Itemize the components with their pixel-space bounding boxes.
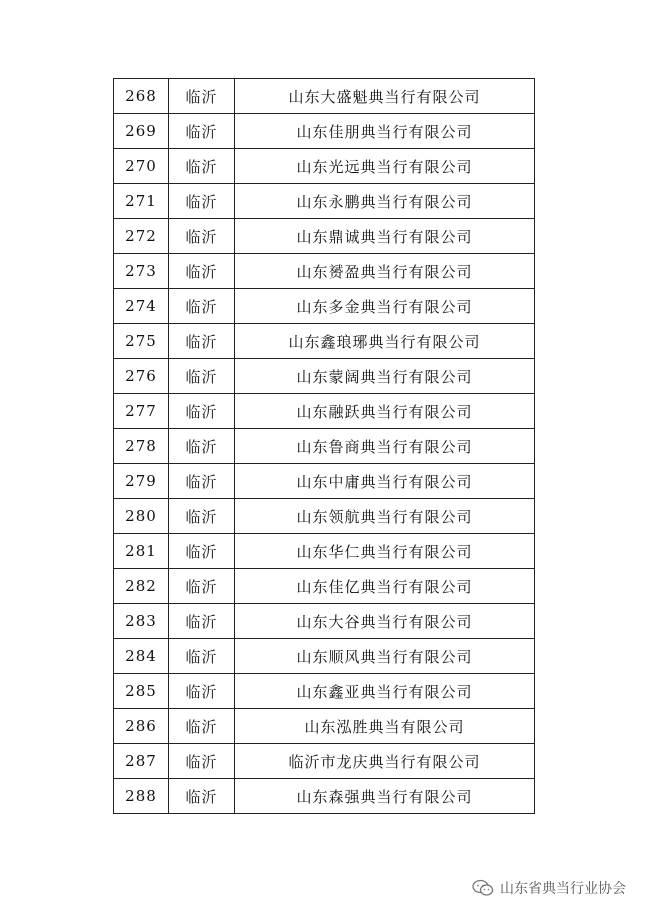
row-company-name: 山东永鹏典当行有限公司 bbox=[235, 184, 535, 219]
table-row bbox=[114, 79, 535, 114]
row-number: 276 bbox=[114, 359, 169, 394]
table-row bbox=[114, 184, 535, 219]
row-company-name: 山东鑫琅琊典当行有限公司 bbox=[235, 324, 535, 359]
row-company-name: 临沂市龙庆典当行有限公司 bbox=[235, 744, 535, 779]
row-city: 临沂 bbox=[169, 324, 235, 359]
watermark bbox=[472, 877, 626, 899]
row-city: 临沂 bbox=[169, 394, 235, 429]
table-row bbox=[114, 569, 535, 604]
table-row bbox=[114, 289, 535, 324]
row-number: 270 bbox=[114, 149, 169, 184]
row-company-name: 山东泓胜典当有限公司 bbox=[235, 709, 535, 744]
table-row bbox=[114, 464, 535, 499]
row-company-name: 山东顺风典当行有限公司 bbox=[235, 639, 535, 674]
row-city: 临沂 bbox=[169, 639, 235, 674]
table-row bbox=[114, 499, 535, 534]
table-row bbox=[114, 149, 535, 184]
table-row bbox=[114, 359, 535, 394]
row-city: 临沂 bbox=[169, 464, 235, 499]
row-company-name: 山东蒙阔典当行有限公司 bbox=[235, 359, 535, 394]
row-city: 临沂 bbox=[169, 114, 235, 149]
row-company-name: 山东华仁典当行有限公司 bbox=[235, 534, 535, 569]
row-number: 287 bbox=[114, 744, 169, 779]
row-city: 临沂 bbox=[169, 534, 235, 569]
row-company-name: 山东鲁商典当行有限公司 bbox=[235, 429, 535, 464]
row-number: 285 bbox=[114, 674, 169, 709]
row-city: 临沂 bbox=[169, 709, 235, 744]
table-row bbox=[114, 779, 535, 814]
row-company-name: 山东佳亿典当行有限公司 bbox=[235, 569, 535, 604]
row-number: 288 bbox=[114, 779, 169, 814]
row-city: 临沂 bbox=[169, 254, 235, 289]
row-company-name: 山东鑫亚典当行有限公司 bbox=[235, 674, 535, 709]
row-city: 临沂 bbox=[169, 79, 235, 114]
row-company-name: 山东大盛魁典当行有限公司 bbox=[235, 79, 535, 114]
row-city: 临沂 bbox=[169, 674, 235, 709]
row-city: 临沂 bbox=[169, 569, 235, 604]
row-number: 279 bbox=[114, 464, 169, 499]
table-row bbox=[114, 744, 535, 779]
row-city: 临沂 bbox=[169, 744, 235, 779]
table-row bbox=[114, 254, 535, 289]
table-row bbox=[114, 219, 535, 254]
row-number: 269 bbox=[114, 114, 169, 149]
row-company-name: 山东森强典当行有限公司 bbox=[235, 779, 535, 814]
row-city: 临沂 bbox=[169, 429, 235, 464]
row-number: 284 bbox=[114, 639, 169, 674]
row-company-name: 山东光远典当行有限公司 bbox=[235, 149, 535, 184]
table-row bbox=[114, 709, 535, 744]
table-row bbox=[114, 674, 535, 709]
row-number: 275 bbox=[114, 324, 169, 359]
row-company-name: 山东融跃典当行有限公司 bbox=[235, 394, 535, 429]
row-number: 281 bbox=[114, 534, 169, 569]
table-row bbox=[114, 394, 535, 429]
row-number: 283 bbox=[114, 604, 169, 639]
row-company-name: 山东多金典当行有限公司 bbox=[235, 289, 535, 324]
row-number: 280 bbox=[114, 499, 169, 534]
row-company-name: 山东鼎诚典当行有限公司 bbox=[235, 219, 535, 254]
row-number: 271 bbox=[114, 184, 169, 219]
row-number: 268 bbox=[114, 79, 169, 114]
row-city: 临沂 bbox=[169, 184, 235, 219]
table-body bbox=[114, 79, 535, 814]
row-city: 临沂 bbox=[169, 359, 235, 394]
row-number: 278 bbox=[114, 429, 169, 464]
row-number: 274 bbox=[114, 289, 169, 324]
row-number: 282 bbox=[114, 569, 169, 604]
wechat-icon bbox=[472, 879, 494, 897]
row-company-name: 山东中庸典当行有限公司 bbox=[235, 464, 535, 499]
row-company-name: 山东大谷典当行有限公司 bbox=[235, 604, 535, 639]
row-city: 临沂 bbox=[169, 499, 235, 534]
row-city: 临沂 bbox=[169, 149, 235, 184]
row-city: 临沂 bbox=[169, 219, 235, 254]
row-city: 临沂 bbox=[169, 289, 235, 324]
company-table bbox=[113, 78, 535, 814]
row-city: 临沂 bbox=[169, 779, 235, 814]
watermark-text: 山东省典当行业协会 bbox=[500, 881, 626, 897]
table-row bbox=[114, 534, 535, 569]
row-number: 272 bbox=[114, 219, 169, 254]
row-company-name: 山东佳朋典当行有限公司 bbox=[235, 114, 535, 149]
table-row bbox=[114, 114, 535, 149]
row-number: 286 bbox=[114, 709, 169, 744]
table-row bbox=[114, 429, 535, 464]
row-company-name: 山东赟盈典当行有限公司 bbox=[235, 254, 535, 289]
table-row bbox=[114, 604, 535, 639]
row-number: 277 bbox=[114, 394, 169, 429]
table-row bbox=[114, 324, 535, 359]
table-row bbox=[114, 639, 535, 674]
row-company-name: 山东领航典当行有限公司 bbox=[235, 499, 535, 534]
row-city: 临沂 bbox=[169, 604, 235, 639]
row-number: 273 bbox=[114, 254, 169, 289]
